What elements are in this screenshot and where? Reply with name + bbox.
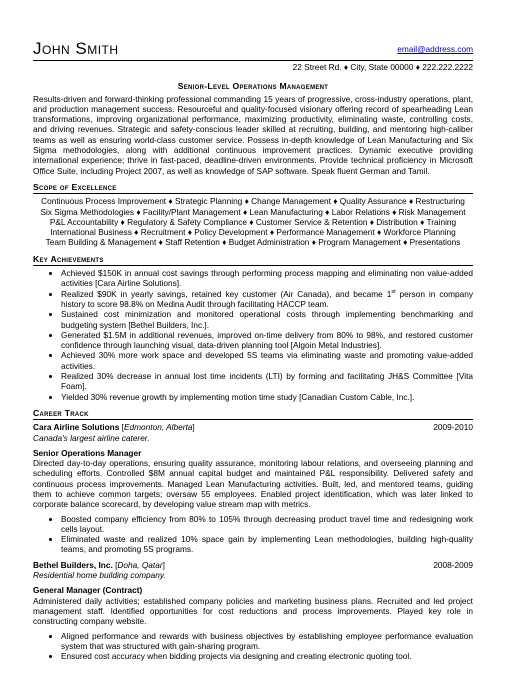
section-title-scope: Scope of Excellence (33, 181, 117, 192)
achievement-item: • Realized 30% decrease in annual lost time incidents (LTI) by forming and facilitating JH&S Committee [Vita Foam]. (61, 371, 473, 392)
job-header (33, 560, 473, 570)
section-rule (33, 193, 473, 194)
job-location: Doha, Qatar (117, 559, 163, 570)
job-role: General Manager (Contract) (33, 585, 143, 596)
job-dates: 2008-2009 (433, 559, 473, 570)
job-entry (33, 422, 473, 555)
job-bullets (33, 514, 473, 555)
job-bullet: • Eliminated waste and realized 10% space gain by implementing Lean methodologies, building high-quality teams, and promoting 5S programs. (61, 534, 473, 555)
section-rule (33, 419, 473, 420)
scope-line: Six Sigma Methodologies ♦ Facility/Plant Management ♦ Lean Manufacturing ♦ Labor Relations ♦ Risk Management (40, 206, 466, 217)
job-company-line: Bethel Builders, Inc. [Doha, Qatar] (33, 559, 165, 570)
email-link[interactable]: email@address.com (397, 44, 473, 54)
achievement-item: • Achieved 30% more work space and developed 5S teams via eliminating waste and promoting value-added activities. (61, 350, 473, 371)
job-tagline: Residential home building company. (33, 570, 166, 581)
job-description: Directed day-to-day operations, ensuring quality assurance, monitoring labour relations, and overseeing planning and scheduling efforts. Controlled $8M annual capital budget and maintained P&L responsibility. Delivered safety and continuous process improvements. Managed Lean Manufacturing activities. Built, led, and mentored teams, guiding them to achieve common targets; oversaw 55 employees. Enabled project identification, which was later linked to corporate balance scorecard, by developing value stream map with metrics. (33, 458, 473, 510)
job-location: Edmonton, Alberta (124, 422, 193, 433)
job-company: Cara Airline Solutions (33, 422, 120, 433)
contact-line: 22 Street Rd. ♦ City, State 00000 ♦ 222.222.2222 (292, 62, 473, 72)
scope-list (33, 196, 473, 247)
scope-line: P&L Accountability ♦ Regulatory & Safety Compliance ♦ Customer Service & Retention ♦ Distribution ♦ Training (49, 216, 457, 227)
section-title-career: Career Track (33, 407, 89, 418)
section-rule (33, 265, 473, 266)
achievement-item: • Sustained cost minimization and monitored operational costs through implementing benchmarking and budgeting system [Bethel Builders, Inc.]. (61, 309, 473, 330)
job-company-line: Cara Airline Solutions [Edmonton, Alberta] (33, 422, 195, 433)
job-header (33, 422, 473, 432)
header-rule (33, 60, 473, 61)
achievement-item: • Realized $90K in yearly savings, retained key customer (Air Canada), and became 1st person in company history to score 98.8% on Medina Audit through facilitating HACCP team. (61, 289, 473, 310)
achievement-item: • Achieved $150K in annual cost savings through performing process mapping and eliminating non value-added activities [Cara Airline Solutions]. (61, 268, 473, 289)
achievement-item: • Generated $1.5M in additional revenues, improved on-time delivery from 80% to 98%, and restored customer confidence through launching visual, data-driven planning tool [Algoin Metal Industries]. (61, 330, 473, 351)
job-description: Administered daily activities; established company policies and marketing business plans. Recruited and led project management staff. Identified opportunities for cost reductions and process improvements. Played key role in constructing company website. (33, 595, 473, 627)
scope-line: International Business ♦ Recruitment ♦ Policy Development ♦ Performance Management ♦ Workforce Planning (50, 227, 456, 238)
scope-line: Continuous Process Improvement ♦ Strategic Planning ♦ Change Management ♦ Quality Assurance ♦ Restructuring (41, 196, 465, 207)
job-bullet: • Boosted company efficiency from 80% to 105% through decreasing product travel time and redesigning work cells layout. (61, 514, 473, 535)
job-company: Bethel Builders, Inc. (33, 559, 113, 570)
job-bullet: • Aligned performance and rewards with business objectives by establishing employee performance evaluation system that was structured with gain-sharing program. (61, 631, 473, 652)
section-title-achievements: Key Achievements (33, 253, 104, 264)
achievement-item: • Yielded 30% revenue growth by implementing motion time study [Canadian Custom Cable, Inc.]. (61, 392, 473, 402)
job-dates: 2009-2010 (433, 422, 473, 433)
job-tagline: Canada's largest airline caterer. (33, 432, 150, 443)
scope-line: Team Building & Management ♦ Staff Retention ♦ Budget Administration ♦ Program Management ♦ Presentations (45, 237, 461, 248)
resume-header (33, 40, 473, 72)
job-entry (33, 560, 473, 662)
job-bullet: • Ensured cost accuracy when bidding projects via designing and creating electronic quoting tool. (61, 651, 473, 661)
summary-paragraph: Results-driven and forward-thinking professional commanding 15 years of progressive, cross-industry operations, plant, and production management success. Resourceful and quality-focused visionary offering record of spearheading Lean transformations, improving organizational performance, maximizing productivity, eliminating waste, controlling costs, and driving revenues. Strategic and safety-conscious leader skilled at recruiting, building, and mentoring high-caliber teams as well as ensuring world-class customer service. Possess in-depth knowledge of Lean Manufacturing and Six Sigma methodologies, along with additional continuous improvement practices. Dynamic executive providing international experience; thrive in fast-paced, deadline-driven environments. Provide technical proficiency in Microsoft Office Suite, including Project 2007, as well as knowledge of SAP software. Speak fluent German and Tamil. (33, 93, 473, 176)
candidate-name: John Smith (33, 39, 119, 58)
objective-title: Senior-Level Operations Management (177, 81, 329, 92)
job-bullets (33, 631, 473, 662)
achievements-list (33, 268, 473, 402)
job-role: Senior Operations Manager (33, 447, 142, 458)
resume-page (33, 40, 473, 661)
